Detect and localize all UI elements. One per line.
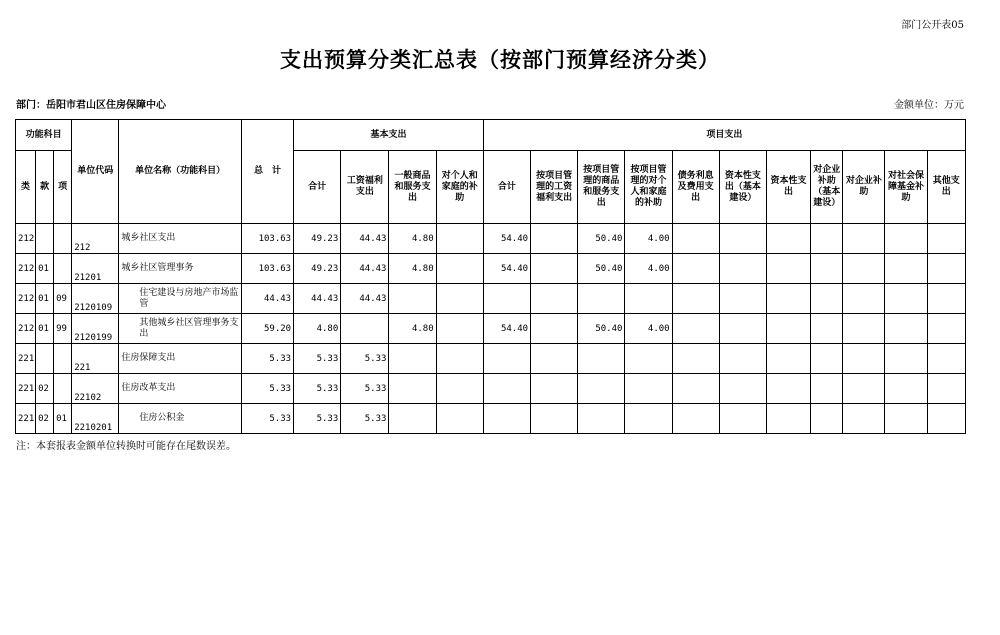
cell-code: 2120109 <box>72 284 119 314</box>
cell-empty <box>766 254 810 284</box>
cell-b-wage <box>341 314 389 344</box>
header-func-subject: 功能科目 <box>16 120 72 151</box>
header-unit-code: 单位代码 <box>72 120 119 224</box>
form-number: 部门公开表05 <box>901 20 964 31</box>
cell-empty <box>885 374 927 404</box>
cell-empty <box>927 314 965 344</box>
cell-empty <box>672 314 719 344</box>
header-total: 总 计 <box>241 120 293 224</box>
cell-empty <box>719 404 766 434</box>
cell-name: 住房改革支出 <box>119 374 241 404</box>
header-basic: 基本支出 <box>294 120 484 151</box>
cell-p-family <box>625 374 672 404</box>
cell-empty <box>843 344 885 374</box>
cell-b-family <box>436 224 483 254</box>
cell-empty <box>811 374 843 404</box>
cell-total: 59.20 <box>241 314 293 344</box>
cell-b-goods: 4.80 <box>389 224 436 254</box>
cell-empty <box>843 404 885 434</box>
cell-code: 2120199 <box>72 314 119 344</box>
cell-code: 21201 <box>72 254 119 284</box>
cell-b-family <box>436 374 483 404</box>
cell-xiang <box>54 344 72 374</box>
header-basic-col: 合计 <box>294 151 341 224</box>
cell-p-sum <box>483 284 530 314</box>
cell-empty <box>672 284 719 314</box>
cell-empty <box>885 314 927 344</box>
cell-empty <box>927 344 965 374</box>
cell-p-family: 4.00 <box>625 314 672 344</box>
header-lei: 类 <box>16 151 36 224</box>
table-row <box>16 314 966 344</box>
cell-p-sum: 54.40 <box>483 254 530 284</box>
cell-code: 212 <box>72 224 119 254</box>
cell-empty <box>719 284 766 314</box>
cell-p-sum <box>483 374 530 404</box>
cell-empty <box>766 374 810 404</box>
cell-kuan: 01 <box>36 254 54 284</box>
report-title: 支出预算分类汇总表（按部门预算经济分类） <box>280 47 720 72</box>
cell-empty <box>927 254 965 284</box>
cell-empty <box>885 284 927 314</box>
cell-total: 5.33 <box>241 344 293 374</box>
cell-p-sum: 54.40 <box>483 314 530 344</box>
cell-p-family: 4.00 <box>625 224 672 254</box>
cell-name: 住房保障支出 <box>119 344 241 374</box>
cell-xiang: 99 <box>54 314 72 344</box>
cell-b-wage: 5.33 <box>341 374 389 404</box>
cell-b-wage: 44.43 <box>341 254 389 284</box>
cell-empty <box>672 404 719 434</box>
cell-empty <box>927 284 965 314</box>
cell-empty <box>672 344 719 374</box>
cell-b-sum: 4.80 <box>294 314 341 344</box>
cell-kuan <box>36 344 54 374</box>
header-project-col: 对社会保障基金补助 <box>885 151 927 224</box>
cell-name: 城乡社区支出 <box>119 224 241 254</box>
header-project-col: 对企业补助（基本建设） <box>811 151 843 224</box>
cell-code: 2210201 <box>72 404 119 434</box>
cell-empty <box>843 374 885 404</box>
header-project-col: 债务利息及费用支出 <box>672 151 719 224</box>
amount-unit-label: 金额单位：万元 <box>894 100 964 111</box>
cell-xiang: 09 <box>54 284 72 314</box>
cell-empty <box>766 344 810 374</box>
cell-p-wage <box>531 284 578 314</box>
cell-p-family <box>625 404 672 434</box>
table-row <box>16 224 966 254</box>
cell-total: 103.63 <box>241 224 293 254</box>
cell-empty <box>927 404 965 434</box>
cell-lei: 212 <box>16 254 36 284</box>
header-unit-name: 单位名称（功能科目） <box>119 120 241 224</box>
header-project-col: 按项目管理的对个人和家庭的补助 <box>625 151 672 224</box>
cell-b-wage: 44.43 <box>341 224 389 254</box>
cell-b-sum: 49.23 <box>294 254 341 284</box>
cell-p-sum <box>483 404 530 434</box>
cell-p-goods: 50.40 <box>578 254 625 284</box>
header-project-col: 按项目管理的商品和服务支出 <box>578 151 625 224</box>
table-row <box>16 344 966 374</box>
cell-lei: 212 <box>16 314 36 344</box>
header-basic-col: 一般商品和服务支出 <box>389 151 436 224</box>
cell-empty <box>719 374 766 404</box>
header-basic-col: 对个人和家庭的补助 <box>436 151 483 224</box>
cell-b-family <box>436 284 483 314</box>
cell-lei: 221 <box>16 344 36 374</box>
cell-kuan: 01 <box>36 284 54 314</box>
cell-xiang <box>54 374 72 404</box>
cell-xiang: 01 <box>54 404 72 434</box>
table-row <box>16 374 966 404</box>
cell-p-goods <box>578 284 625 314</box>
cell-b-sum: 44.43 <box>294 284 341 314</box>
cell-empty <box>843 224 885 254</box>
cell-p-family: 4.00 <box>625 254 672 284</box>
cell-p-wage <box>531 344 578 374</box>
cell-b-wage: 44.43 <box>341 284 389 314</box>
cell-empty <box>843 314 885 344</box>
cell-empty <box>843 284 885 314</box>
cell-code: 221 <box>72 344 119 374</box>
cell-total: 5.33 <box>241 374 293 404</box>
cell-b-wage: 5.33 <box>341 404 389 434</box>
department-label: 部门：岳阳市君山区住房保障中心 <box>16 100 166 111</box>
cell-b-goods <box>389 284 436 314</box>
cell-code: 22102 <box>72 374 119 404</box>
cell-kuan: 01 <box>36 314 54 344</box>
cell-b-sum: 49.23 <box>294 224 341 254</box>
cell-p-wage <box>531 254 578 284</box>
cell-empty <box>766 314 810 344</box>
cell-b-family <box>436 344 483 374</box>
cell-empty <box>885 344 927 374</box>
cell-p-wage <box>531 404 578 434</box>
cell-empty <box>811 254 843 284</box>
header-xiang: 项 <box>54 151 72 224</box>
cell-b-goods <box>389 374 436 404</box>
cell-b-family <box>436 404 483 434</box>
cell-empty <box>811 224 843 254</box>
header-project-col: 资本性支出（基本建设） <box>719 151 766 224</box>
cell-xiang <box>54 224 72 254</box>
cell-empty <box>811 284 843 314</box>
cell-kuan <box>36 224 54 254</box>
cell-p-family <box>625 344 672 374</box>
cell-kuan: 02 <box>36 404 54 434</box>
table-row <box>16 254 966 284</box>
cell-empty <box>885 224 927 254</box>
cell-empty <box>719 254 766 284</box>
cell-empty <box>719 344 766 374</box>
cell-p-wage <box>531 314 578 344</box>
cell-empty <box>719 314 766 344</box>
cell-b-sum: 5.33 <box>294 404 341 434</box>
header-project-col: 对企业补助 <box>843 151 885 224</box>
cell-total: 103.63 <box>241 254 293 284</box>
cell-p-goods: 50.40 <box>578 224 625 254</box>
cell-total: 5.33 <box>241 404 293 434</box>
header-project-col: 资本性支出 <box>766 151 810 224</box>
header-project-col: 合计 <box>483 151 530 224</box>
cell-empty <box>672 374 719 404</box>
cell-b-sum: 5.33 <box>294 374 341 404</box>
cell-kuan: 02 <box>36 374 54 404</box>
header-project-col: 其他支出 <box>927 151 965 224</box>
cell-empty <box>885 404 927 434</box>
header-project: 项目支出 <box>483 120 965 151</box>
expenditure-table <box>15 119 966 434</box>
header-basic-col: 工资福利支出 <box>341 151 389 224</box>
cell-b-goods <box>389 344 436 374</box>
cell-b-wage: 5.33 <box>341 344 389 374</box>
cell-b-goods: 4.80 <box>389 254 436 284</box>
cell-p-wage <box>531 374 578 404</box>
cell-lei: 221 <box>16 374 36 404</box>
cell-name: 住宅建设与房地产市场监管 <box>119 284 241 314</box>
table-row <box>16 284 966 314</box>
cell-name: 住房公积金 <box>119 404 241 434</box>
cell-b-family <box>436 254 483 284</box>
header-kuan: 款 <box>36 151 54 224</box>
cell-xiang <box>54 254 72 284</box>
cell-empty <box>766 404 810 434</box>
cell-p-goods <box>578 374 625 404</box>
cell-b-goods <box>389 404 436 434</box>
cell-p-wage <box>531 224 578 254</box>
cell-total: 44.43 <box>241 284 293 314</box>
cell-lei: 212 <box>16 284 36 314</box>
cell-empty <box>927 224 965 254</box>
cell-empty <box>672 224 719 254</box>
header-project-col: 按项目管理的工资福利支出 <box>531 151 578 224</box>
cell-lei: 212 <box>16 224 36 254</box>
cell-lei: 221 <box>16 404 36 434</box>
cell-empty <box>927 374 965 404</box>
cell-empty <box>766 284 810 314</box>
table-row <box>16 404 966 434</box>
cell-empty <box>672 254 719 284</box>
cell-p-sum: 54.40 <box>483 224 530 254</box>
cell-empty <box>766 224 810 254</box>
cell-b-sum: 5.33 <box>294 344 341 374</box>
cell-empty <box>719 224 766 254</box>
cell-p-goods <box>578 404 625 434</box>
cell-empty <box>811 344 843 374</box>
cell-empty <box>811 404 843 434</box>
cell-p-family <box>625 284 672 314</box>
cell-empty <box>811 314 843 344</box>
cell-b-family <box>436 314 483 344</box>
cell-p-goods <box>578 344 625 374</box>
cell-empty <box>843 254 885 284</box>
cell-empty <box>885 254 927 284</box>
cell-b-goods: 4.80 <box>389 314 436 344</box>
cell-name: 城乡社区管理事务 <box>119 254 241 284</box>
cell-name: 其他城乡社区管理事务支出 <box>119 314 241 344</box>
cell-p-goods: 50.40 <box>578 314 625 344</box>
footnote: 注：本套报表金额单位转换时可能存在尾数误差。 <box>16 441 236 452</box>
cell-p-sum <box>483 344 530 374</box>
